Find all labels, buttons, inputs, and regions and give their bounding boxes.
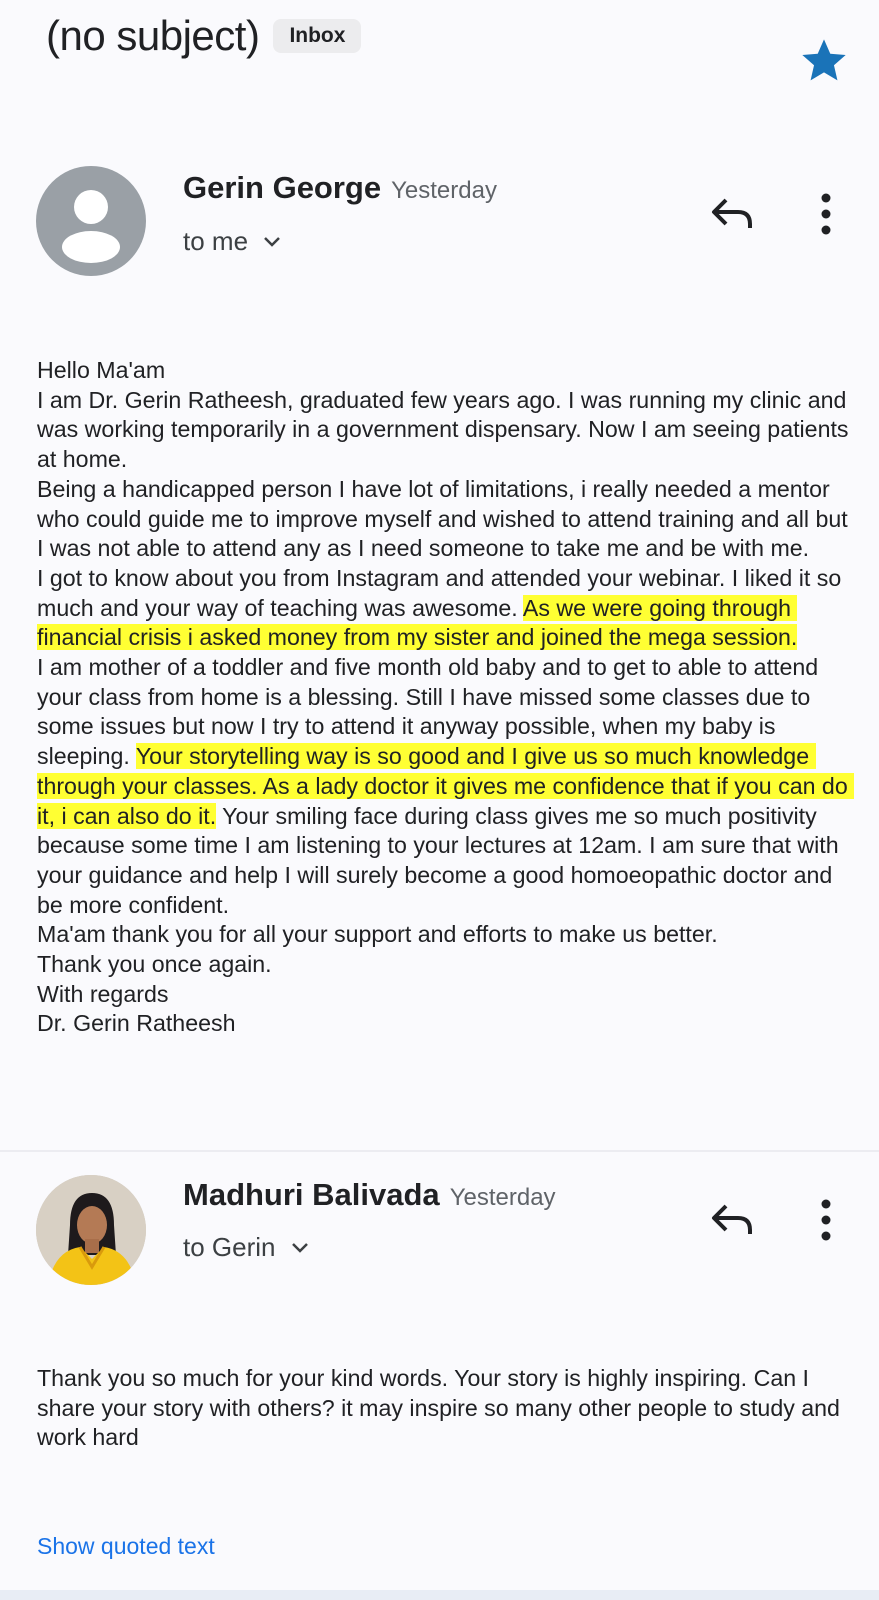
message-divider <box>0 1150 879 1152</box>
more-vert-icon[interactable] <box>818 1198 834 1242</box>
reply-icon[interactable] <box>710 194 756 234</box>
sender-name-text: Gerin George <box>183 170 382 205</box>
body-text: Hello Ma'am I am Dr. Gerin Ratheesh, graduated few years ago. I was running my clinic and was working temporarily in a government dispensary. Now I am seeing patients at home. Being a handicapped person I have lot of limitations, i really needed a mentor who could guide me to improve myself and wished to attend training and all but I was not able to attend any as I need someone to take me and be with me. I got to know about you from Instagram and attended your webinar. I liked it so much and your way of teaching was awesome. <box>37 357 849 621</box>
reply-icon[interactable] <box>710 1200 756 1240</box>
highlighted-text: Your storytelling way is so good and I give us so much knowledge through your classes. As a lady doctor it gives me confidence that if you can do it, i can also do it. <box>37 743 855 829</box>
star-icon[interactable] <box>798 34 850 86</box>
message-time: Yesterday <box>391 177 497 204</box>
sender-name <box>183 1177 556 1213</box>
avatar[interactable] <box>36 166 146 276</box>
body-text: I am mother of a toddler and five month old baby and to get to able to attend your class from home is a blessing. Still I have missed some classes due to some issues but now I try to attend it anyway possible, when my baby is sleeping. <box>37 654 819 770</box>
avatar[interactable] <box>36 1175 146 1285</box>
recipient-toggle[interactable] <box>183 226 282 257</box>
message-body <box>37 356 857 1039</box>
inbox-label-chip[interactable]: Inbox <box>273 19 361 53</box>
highlighted-text: As we were going through financial crisis i asked money from my sister and joined the mega session. <box>37 594 798 651</box>
person-icon <box>36 166 146 276</box>
body-text: Your smiling face during class gives me so much positivity because some time I am listening to your lectures at 12am. I am sure that with your guidance and help I will surely become a good homoeopathic doctor and be more confident. Ma'am thank you for all your support and efforts to make us better. Thank you once again. With regards Dr. Gerin Ratheesh <box>37 802 839 1037</box>
recipient-text: to Gerin <box>183 1232 276 1262</box>
body-text: Thank you so much for your kind words. Your story is highly inspiring. Can I share your story with others? it may inspire so many other people to study and work hard <box>37 1365 847 1451</box>
message-body <box>37 1364 857 1453</box>
recipient-text: to me <box>183 226 249 256</box>
profile-photo-icon <box>36 1175 146 1285</box>
bottom-bar <box>0 1590 879 1600</box>
show-quoted-text-link[interactable]: Show quoted text <box>37 1533 215 1559</box>
sender-name-text: Madhuri Balivada <box>183 1177 440 1212</box>
sender-name <box>183 170 497 206</box>
recipient-toggle[interactable] <box>183 1232 310 1263</box>
chevron-down-icon <box>290 1241 310 1255</box>
message-time: Yesterday <box>449 1184 556 1211</box>
more-vert-icon[interactable] <box>818 192 834 236</box>
subject-row <box>46 10 361 62</box>
email-subject: (no subject) <box>46 12 260 59</box>
chevron-down-icon <box>262 235 282 249</box>
